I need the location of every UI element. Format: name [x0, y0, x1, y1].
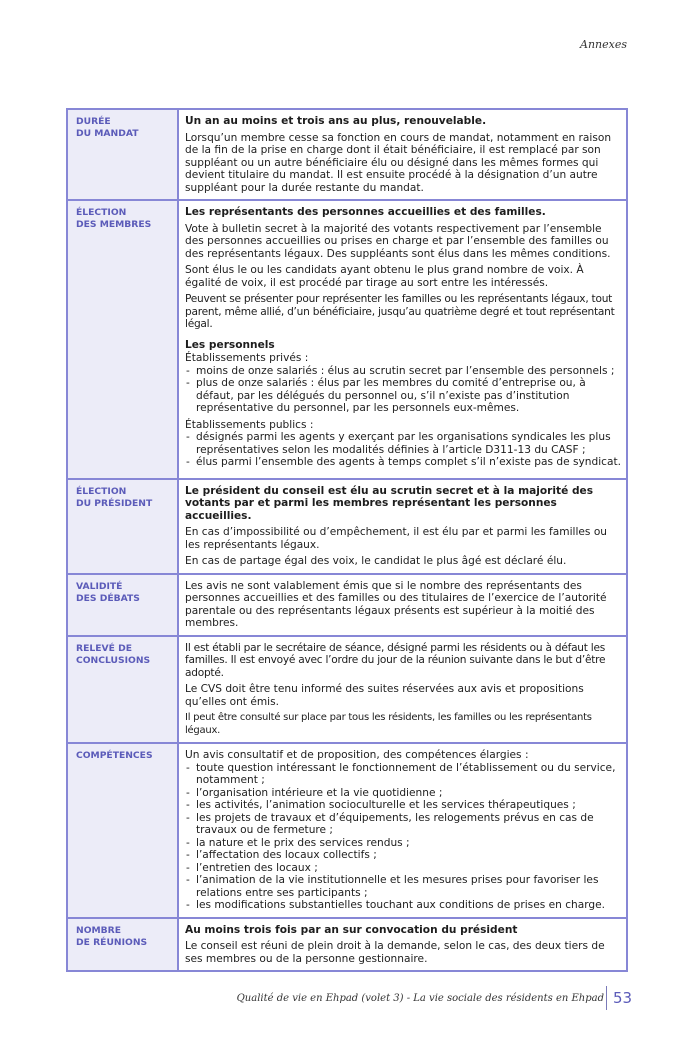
paragraph: Le CVS doit être tenu informé des suites réservées aux avis et propositions qu’elles ont émis.	[185, 683, 584, 708]
row-label-line: DE RÉUNIONS	[76, 936, 148, 948]
row-label-line: DES DÉBATS	[76, 592, 140, 604]
table-row	[67, 918, 627, 972]
table-row	[67, 200, 627, 479]
row-label-duree	[67, 109, 178, 200]
table-row	[67, 574, 627, 636]
list-item: - les modifications substantielles touchant aux conditions de prises en charge.	[185, 899, 621, 912]
competences-list	[185, 762, 621, 912]
row-label-line: ÉLECTION	[76, 207, 127, 218]
paragraph: Le conseil est réuni de plein droit à la demande, selon le cas, des deux tiers de ses membres ou de la personne gestionnaire.	[185, 940, 605, 965]
row-lead: Les représentants des personnes accueillies et des familles.	[185, 206, 546, 218]
list-item: - toute question intéressant le fonctionnement de l’établissement ou du service, notamment ;	[185, 762, 621, 787]
row-label-competences	[67, 743, 178, 918]
row-label-election-president	[67, 479, 178, 574]
footer-divider	[606, 986, 607, 1010]
paragraph: Il peut être consulté sur place par tous les résidents, les familles ou les représentants légaux.	[185, 712, 592, 736]
table-row	[67, 109, 627, 200]
table-row	[67, 743, 627, 918]
row-label-line: DES MEMBRES	[76, 219, 152, 230]
row-content-duree	[178, 109, 627, 200]
row-label-line: COMPÉTENCES	[76, 750, 153, 761]
list-item: - l’organisation intérieure et la vie quotidienne ;	[185, 787, 621, 800]
running-footer: Qualité de vie en Ehpad (volet 3) - La vie sociale des résidents en Ehpad	[236, 993, 604, 1004]
list-item: - élus parmi l’ensemble des agents à temps complet s’il n’existe pas de syndicat.	[185, 456, 621, 469]
publics-list	[185, 431, 621, 469]
row-content-election-president	[178, 479, 627, 574]
row-label-reunions	[67, 918, 178, 972]
list-item: - moins de onze salariés : élus au scrutin secret par l’ensemble des personnels ;	[185, 365, 621, 378]
list-item: - désignés parmi les agents y exerçant par les organisations syndicales les plus représentatives selon les modalités définies à l’article D311-13 du CASF ;	[185, 431, 621, 456]
list-item: - l’entretien des locaux ;	[185, 862, 621, 875]
row-content-releve	[178, 636, 627, 744]
paragraph: Il est établi par le secrétaire de séance, désigné parmi les résidents ou à défaut les familles. Il est envoyé avec l’ordre du jour de la réunion suivante dans le but d’être adopté.	[185, 641, 606, 679]
running-header: Annexes	[580, 38, 627, 51]
list-item: - la nature et le prix des services rendus ;	[185, 837, 621, 850]
row-lead: Au moins trois fois par an sur convocation du président	[185, 923, 518, 936]
page-number: 53	[613, 989, 633, 1007]
row-label-validite	[67, 574, 178, 636]
list-item: - les projets de travaux et d’équipements, les relogements prévus en cas de travaux ou de fermeture ;	[185, 812, 621, 837]
prives-title: Établissements privés :	[185, 352, 309, 364]
list-item: - plus de onze salariés : élus par les membres du comité d’entreprise ou, à défaut, par les délégués du personnel ou, s’il n’existe pas d’institution représentative du personnel, par les personnels eux-mêmes.	[185, 377, 621, 415]
publics-title: Établissements publics :	[185, 418, 314, 431]
paragraph: En cas d’impossibilité ou d’empêchement, il est élu par et parmi les familles ou les représentants légaux.	[185, 526, 608, 551]
paragraph: En cas de partage égal des voix, le candidat le plus âgé est déclaré élu.	[185, 555, 567, 567]
paragraph: Les avis ne sont valablement émis que si le nombre des représentants des personnes accueillies et des familles ou des titulaires de l’exercice de l’autorité parentale ou des représentants légaux présents est supérieur à la moitié des membres.	[185, 579, 607, 629]
prives-list	[185, 365, 621, 415]
list-item: - les activités, l’animation socioculturelle et les services thérapeutiques ;	[185, 799, 621, 812]
row-label-releve	[67, 636, 178, 744]
row-content-validite	[178, 574, 627, 636]
row-label-election-membres	[67, 200, 178, 479]
row-label-line: NOMBRE	[76, 924, 121, 936]
personnels-title: Les personnels	[185, 338, 275, 351]
list-item: - l’affectation des locaux collectifs ;	[185, 849, 621, 862]
row-label-line: ÉLECTION	[76, 485, 127, 497]
row-label-line: DU PRÉSIDENT	[76, 497, 153, 509]
table-row	[67, 636, 627, 744]
cvs-rules-table	[66, 108, 628, 972]
row-label-line: DURÉE	[76, 116, 111, 127]
list-item: - l’animation de la vie institutionnelle et les mesures prises pour favoriser les relations entre ses participants ;	[185, 874, 621, 899]
paragraph: Vote à bulletin secret à la majorité des votants respectivement par l’ensemble des personnes accueillies ou prises en charge et par l’ensemble des familles ou des représentants légaux. Des suppléants sont élus dans les mêmes conditions.	[185, 222, 611, 260]
row-content-reunions	[178, 918, 627, 972]
row-label-line: CONCLUSIONS	[76, 654, 151, 666]
row-content-election-membres	[178, 200, 627, 479]
row-label-line: DU MANDAT	[76, 128, 139, 139]
row-label-line: RELEVÉ DE	[76, 642, 132, 654]
table-row	[67, 479, 627, 574]
row-content-competences	[178, 743, 627, 918]
paragraph: Peuvent se présenter pour représenter les familles ou les représentants légaux, tout parent, même allié, d’un bénéficiaire, jusqu’au quatrième degré et tout représentant légal.	[185, 293, 615, 330]
paragraph: Un avis consultatif et de proposition, des compétences élargies :	[185, 749, 529, 761]
paragraph: Sont élus le ou les candidats ayant obtenu le plus grand nombre de voix. À égalité de voix, il est procédé par tirage au sort entre les intéressés.	[185, 264, 584, 289]
row-lead: Le président du conseil est élu au scrutin secret et à la majorité des votants par et parmi les membres représentant les personnes accueillies.	[185, 484, 594, 522]
row-lead: Un an au moins et trois ans au plus, renouvelable.	[185, 115, 487, 127]
paragraph: Lorsqu’un membre cesse sa fonction en cours de mandat, notamment en raison de la fin de la prise en charge dont il était bénéficiaire, il est remplacé par son suppléant ou un autre bénéficiaire élu ou désigné dans les mêmes formes qui devient titulaire du mandat. Il est ensuite procédé à la désignation d’un autre suppléant pour la durée restante du mandat.	[185, 131, 612, 194]
row-label-line: VALIDITÉ	[76, 580, 123, 592]
